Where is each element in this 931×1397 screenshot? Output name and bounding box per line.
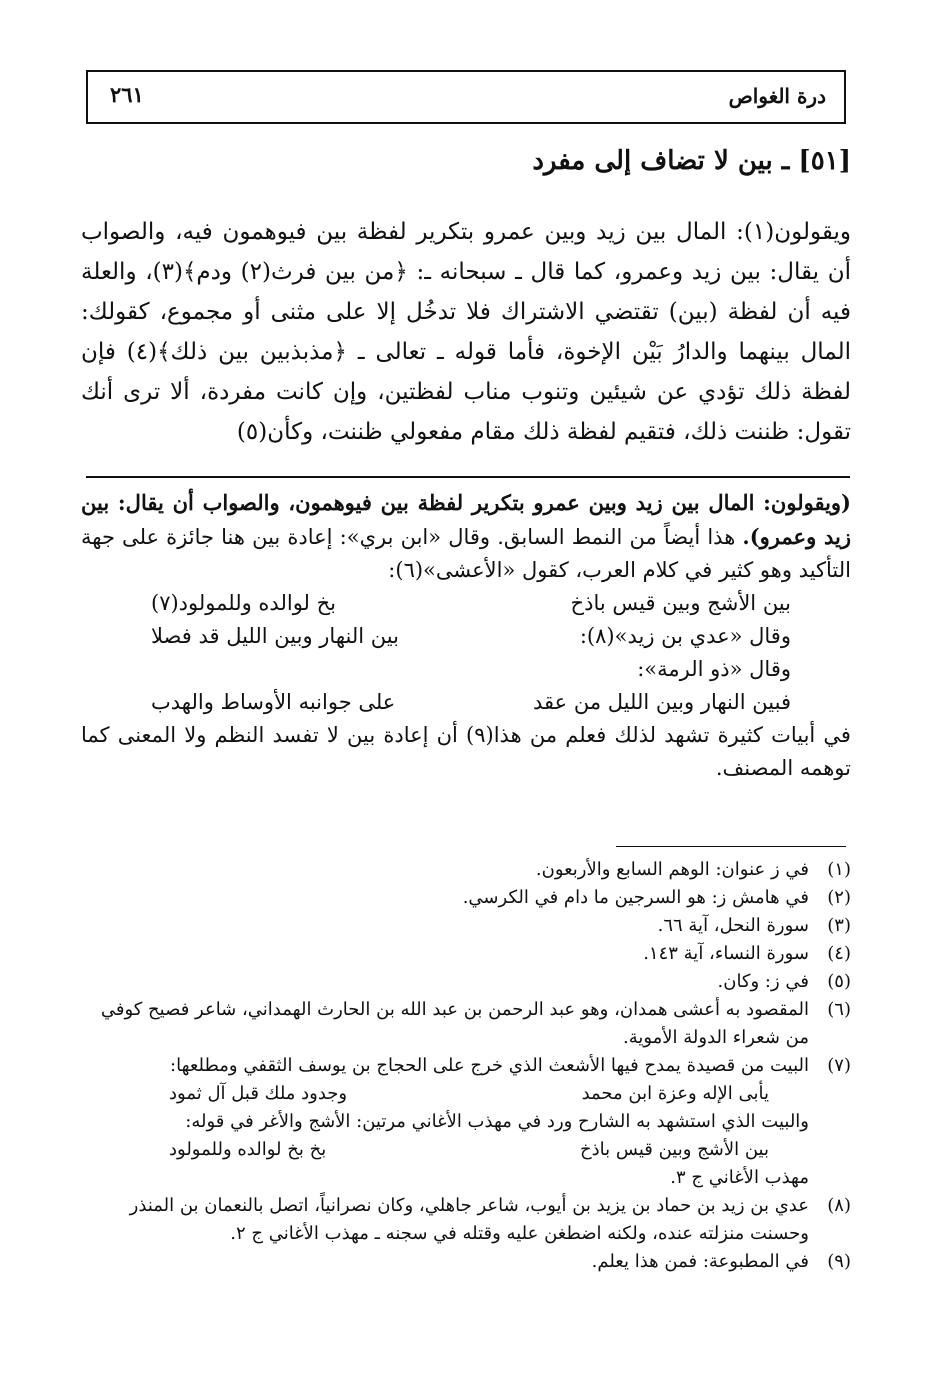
footnote bbox=[81, 968, 851, 996]
footnote-text: سورة النحل، آية ٦٦. bbox=[657, 915, 809, 936]
footnote-number: (٩) bbox=[827, 1251, 851, 1272]
verse-label: وقال «عدي بن زيد»(٨): bbox=[579, 624, 791, 648]
verse-first-hemistich: يأبى الإله وعزة ابن محمد bbox=[581, 1083, 769, 1104]
footnote bbox=[81, 856, 851, 884]
footnote-body bbox=[81, 1052, 809, 1192]
footnote-text: سورة النساء، آية ١٤٣. bbox=[643, 943, 809, 964]
footnote-text: في ز: وكان. bbox=[717, 971, 809, 992]
main-paragraph: ويقولون(١): المال بين زيد وبين عمرو بتكرير لفظة بين فيوهمون فيه، والصواب أن يقال: بين زيد وعمرو، كما قال ـ سبحانه ـ: ﴿من بين فرث(٢) ودم﴾(٣)، والعلة فيه أن لفظة (بين) تقتضي الاشتراك فلا تدخُل إلا على مثنى أو مجموع، كقولك: المال بينهما والدارُ بَيْن الإخوة، فأما قوله ـ تعالى ـ ﴿مذبذبين بين ذلك﴾(٤) فإن لفظة ذلك تؤدي عن شيئين وتنوب مناب لفظتين، وإن كانت مفردة، ألا ترى أنك تقول: ظننت ذلك، فتقيم لفظة ذلك مقام مفعولي ظننت، وكأن(٥) bbox=[81, 219, 852, 445]
footnote bbox=[81, 1248, 851, 1276]
footnotes bbox=[81, 856, 851, 1276]
footnote-text: في ز عنوان: الوهم السابع والأربعون. bbox=[535, 859, 809, 880]
running-header bbox=[86, 70, 846, 124]
footnote bbox=[81, 940, 851, 968]
footnote-number: (٣) bbox=[827, 915, 851, 936]
footnote-verse bbox=[169, 1080, 769, 1108]
commentary-quote: (ويقولون: المال بين زيد وبين عمرو بتكرير لفظة بين فيوهمون، والصواب أن يقال: بين زيد وعمرو). bbox=[81, 490, 851, 549]
section-title: [٥١] ـ بين لا تضاف إلى مفرد bbox=[532, 146, 851, 176]
footnote-verse bbox=[169, 1136, 769, 1164]
footnote-line: البيت من قصيدة يمدح فيها الأشعث الذي خرج على الحجاج بن يوسف الثقفي ومطلعها: bbox=[170, 1055, 809, 1076]
verse-alasha bbox=[151, 587, 791, 620]
footnote bbox=[81, 996, 851, 1052]
main-text bbox=[81, 212, 851, 452]
verse-first-hemistich: بين الأشج وبين قيس باذخ bbox=[580, 1139, 769, 1160]
verse-first-hemistich: بين الأشج وبين قيس باذخ bbox=[570, 591, 791, 615]
footnote bbox=[81, 912, 851, 940]
footnote-text: في المطبوعة: فمن هذا يعلم. bbox=[591, 1251, 809, 1272]
verse-first-hemistich: فبين النهار وبين الليل من عقد bbox=[532, 690, 791, 714]
commentary-paragraph bbox=[81, 486, 851, 587]
commentary-text: هذا أيضاً من النمط السابق. وقال «ابن بري»: إعادة بين هنا جائزة على جهة التأكيد وهو كثير في كلام العرب، كقول «الأعشى»(٦): bbox=[81, 525, 851, 582]
verse-second-hemistich: بخ لوالده وللمولود(٧) bbox=[151, 591, 337, 615]
footnote-text: عدي بن زيد بن حماد بن يزيد بن أيوب، شاعر جاهلي، وكان نصرانياً، اتصل بالنعمان بن المنذر وحسنت منزلته عنده، ولكنه اضطغن عليه وقتله في سجنه ـ مهذب الأغاني ج ٢. bbox=[129, 1195, 809, 1244]
verse-dhu-alrumma bbox=[151, 686, 791, 719]
footnote-text: في هامش ز: هو السرجين ما دام في الكرسي. bbox=[462, 887, 809, 908]
verse-adi bbox=[151, 620, 791, 653]
footnote bbox=[81, 1192, 851, 1248]
footnote bbox=[81, 1052, 851, 1192]
footnote-number: (١) bbox=[827, 859, 851, 880]
verse-second-hemistich: وجدود ملك قبل آل ثمود bbox=[169, 1083, 348, 1104]
footnote-number: (٨) bbox=[827, 1195, 851, 1216]
footnote-number: (٥) bbox=[827, 971, 851, 992]
page-number: ٢٦١ bbox=[110, 82, 144, 107]
footnote bbox=[81, 884, 851, 912]
book-title: درة الغواص bbox=[728, 84, 826, 108]
commentary-closing: في أبيات كثيرة تشهد لذلك فعلم من هذا(٩) أن إعادة بين لا تفسد النظم ولا المعنى كما توهمه المصنف. bbox=[81, 723, 851, 780]
footnote-line: والبيت الذي استشهد به الشارح ورد في مهذب الأغاني مرتين: الأشج والأغر في قوله: bbox=[185, 1111, 809, 1132]
footnote-line: مهذب الأغاني ج ٣. bbox=[670, 1167, 809, 1188]
footnote-number: (٧) bbox=[827, 1055, 851, 1076]
verse-second-hemistich: بخ بخ لوالده وللمولود bbox=[169, 1139, 327, 1160]
footnote-divider bbox=[616, 846, 846, 847]
commentary bbox=[81, 486, 851, 785]
verse-second-hemistich: بين النهار وبين الليل قد فصلا bbox=[151, 624, 399, 648]
main-divider bbox=[86, 476, 850, 478]
footnote-number: (٢) bbox=[827, 887, 851, 908]
footnote-number: (٦) bbox=[827, 999, 851, 1020]
verse-label-dhu-alrumma: وقال «ذو الرمة»: bbox=[637, 657, 791, 681]
footnote-text: المقصود به أعشى همدان، وهو عبد الرحمن بن عبد الله بن الحارث الهمداني، شاعر فصيح كوفي من شعراء الدولة الأموية. bbox=[100, 999, 809, 1048]
footnote-number: (٤) bbox=[827, 943, 851, 964]
verse-second-hemistich: على جوانبه الأوساط والهدب bbox=[151, 690, 396, 714]
